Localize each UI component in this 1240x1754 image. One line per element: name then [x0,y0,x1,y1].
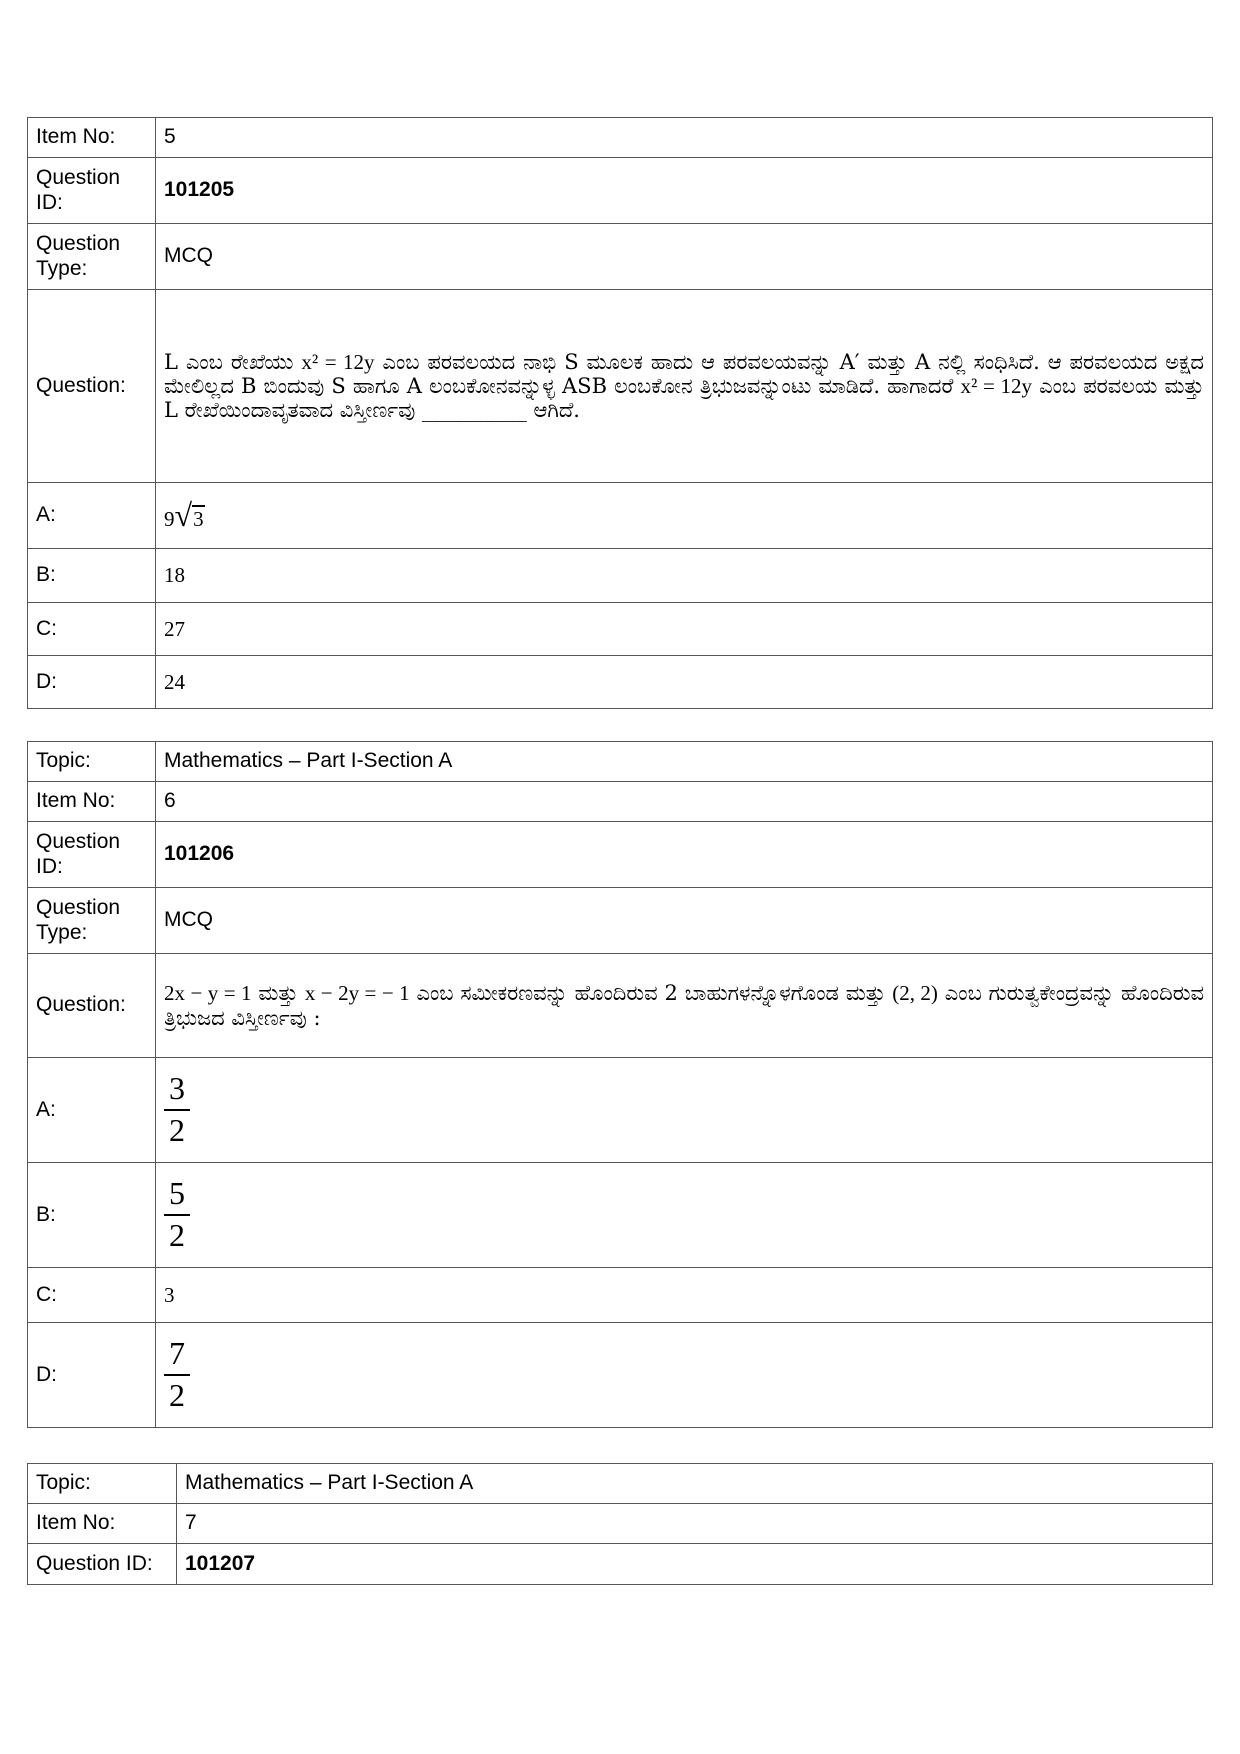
item-no-value: 7 [177,1504,1213,1544]
option-d-label: D: [28,1323,156,1428]
answer-blank: __________ [421,398,527,423]
equation: x² = 12y [301,349,375,374]
fraction [164,1177,190,1252]
numerator: 3 [169,1070,185,1107]
sqrt-radicand: 3 [193,507,204,532]
question-6-table [27,741,1213,1428]
fraction [164,1072,190,1147]
option-c-value: 27 [156,603,1213,656]
question-id-label: Question ID: [28,158,156,224]
item-no-label: Item No: [28,118,156,158]
question-type-value: MCQ [156,224,1213,290]
topic-value: Mathematics – Part I-Section A [156,742,1213,782]
item-no-label: Item No: [28,1504,177,1544]
option-a-value [156,483,1213,549]
question-5-table [27,117,1213,709]
fraction-bar [164,1374,190,1376]
question-text-part: L ಎಂಬ ರೇಖೆಯು [164,349,302,374]
question-text-part: ಎಂಬ ಪರವಲಯ ಮತ್ತು L ರೇಖೆಯಿಂದಾವೃತವಾದ ವಿಸ್ತೀರ್ಣವು [164,373,1205,423]
item-no-label: Item No: [28,782,156,822]
numerator: 7 [169,1335,185,1372]
equation: x − 2y = − 1 [304,981,410,1006]
item-no-value: 6 [156,782,1213,822]
denominator: 2 [169,1112,185,1148]
question-text-part: ಮತ್ತು [251,981,305,1006]
question-type-value: MCQ [156,888,1213,954]
question-id-label: Question ID: [28,1544,177,1585]
option-c-label: C: [28,603,156,656]
question-text [156,954,1213,1058]
denominator: 2 [169,1377,185,1413]
question-id-value: 101205 [156,158,1213,224]
option-d-label: D: [28,656,156,709]
item-no-value: 5 [156,118,1213,158]
option-c-label: C: [28,1268,156,1323]
question-type-label: Question Type: [28,224,156,290]
question-id-value: 101206 [156,822,1213,888]
option-d-value: 24 [156,656,1213,709]
sqrt-coefficient: 9 [164,507,175,532]
question-label: Question: [28,290,156,483]
option-b-value [156,1163,1213,1268]
fraction-bar [164,1214,190,1216]
numerator: 5 [169,1175,185,1212]
option-b-value: 18 [156,549,1213,603]
option-a-label: A: [28,483,156,549]
topic-label: Topic: [28,1464,177,1504]
question-id-label: Question ID: [28,822,156,888]
question-text-part: ಎಂಬ ಗುರುತ್ವಕೇಂದ್ರವನ್ನು ಹೊಂದಿರುವ ತ್ರಿಭುಜದ ವಿಸ್ತೀರ್ಣವು : [164,981,1204,1030]
option-a-label: A: [28,1058,156,1163]
question-id-value: 101207 [177,1544,1213,1585]
topic-label: Topic: [28,742,156,782]
fraction-bar [164,1109,190,1111]
question-7-table [27,1463,1213,1585]
question-text-part: ಎಂಬ ಸಮೀಕರಣವನ್ನು ಹೊಂದಿರುವ 2 ಬಾಹುಗಳನ್ನೊಳಗೊಂಡ ಮತ್ತು [409,981,893,1006]
option-b-label: B: [28,549,156,603]
question-label: Question: [28,954,156,1058]
equation: x² = 12y [960,373,1032,398]
equation: 2x − y = 1 [164,981,252,1006]
sqrt-icon: √ [174,497,193,534]
question-text-part: ಎಂಬ ಪರವಲಯದ ನಾಭಿ S ಮೂಲಕ ಹಾದು ಆ ಪರವಲಯವನ್ನು A′ ಮತ್ತು A ನಲ್ಲಿ ಸಂಧಿಸಿದೆ. ಆ ಪರವಲಯದ ಅಕ್ಷದ ಮೇಲಿಲ್ಲದ B ಬಿಂದುವು S ಹಾಗೂ A ಲಂಬಕೋನವನ್ನುಳ್ಳ ASB ಲಂಬಕೋನ ತ್ರಿಭುಜವನ್ನುಂಟು ಮಾಡಿದೆ. ಹಾಗಾದರೆ [164,349,1204,398]
option-c-value: 3 [156,1268,1213,1323]
question-type-label: Question Type: [28,888,156,954]
topic-value: Mathematics – Part I-Section A [177,1464,1213,1504]
option-d-value [156,1323,1213,1428]
option-a-value [156,1058,1213,1163]
question-text-part: ಆಗಿದೆ. [526,398,580,423]
question-text [156,290,1213,483]
denominator: 2 [169,1217,185,1253]
coordinate: (2, 2) [892,981,938,1006]
fraction [164,1337,190,1412]
option-b-label: B: [28,1163,156,1268]
